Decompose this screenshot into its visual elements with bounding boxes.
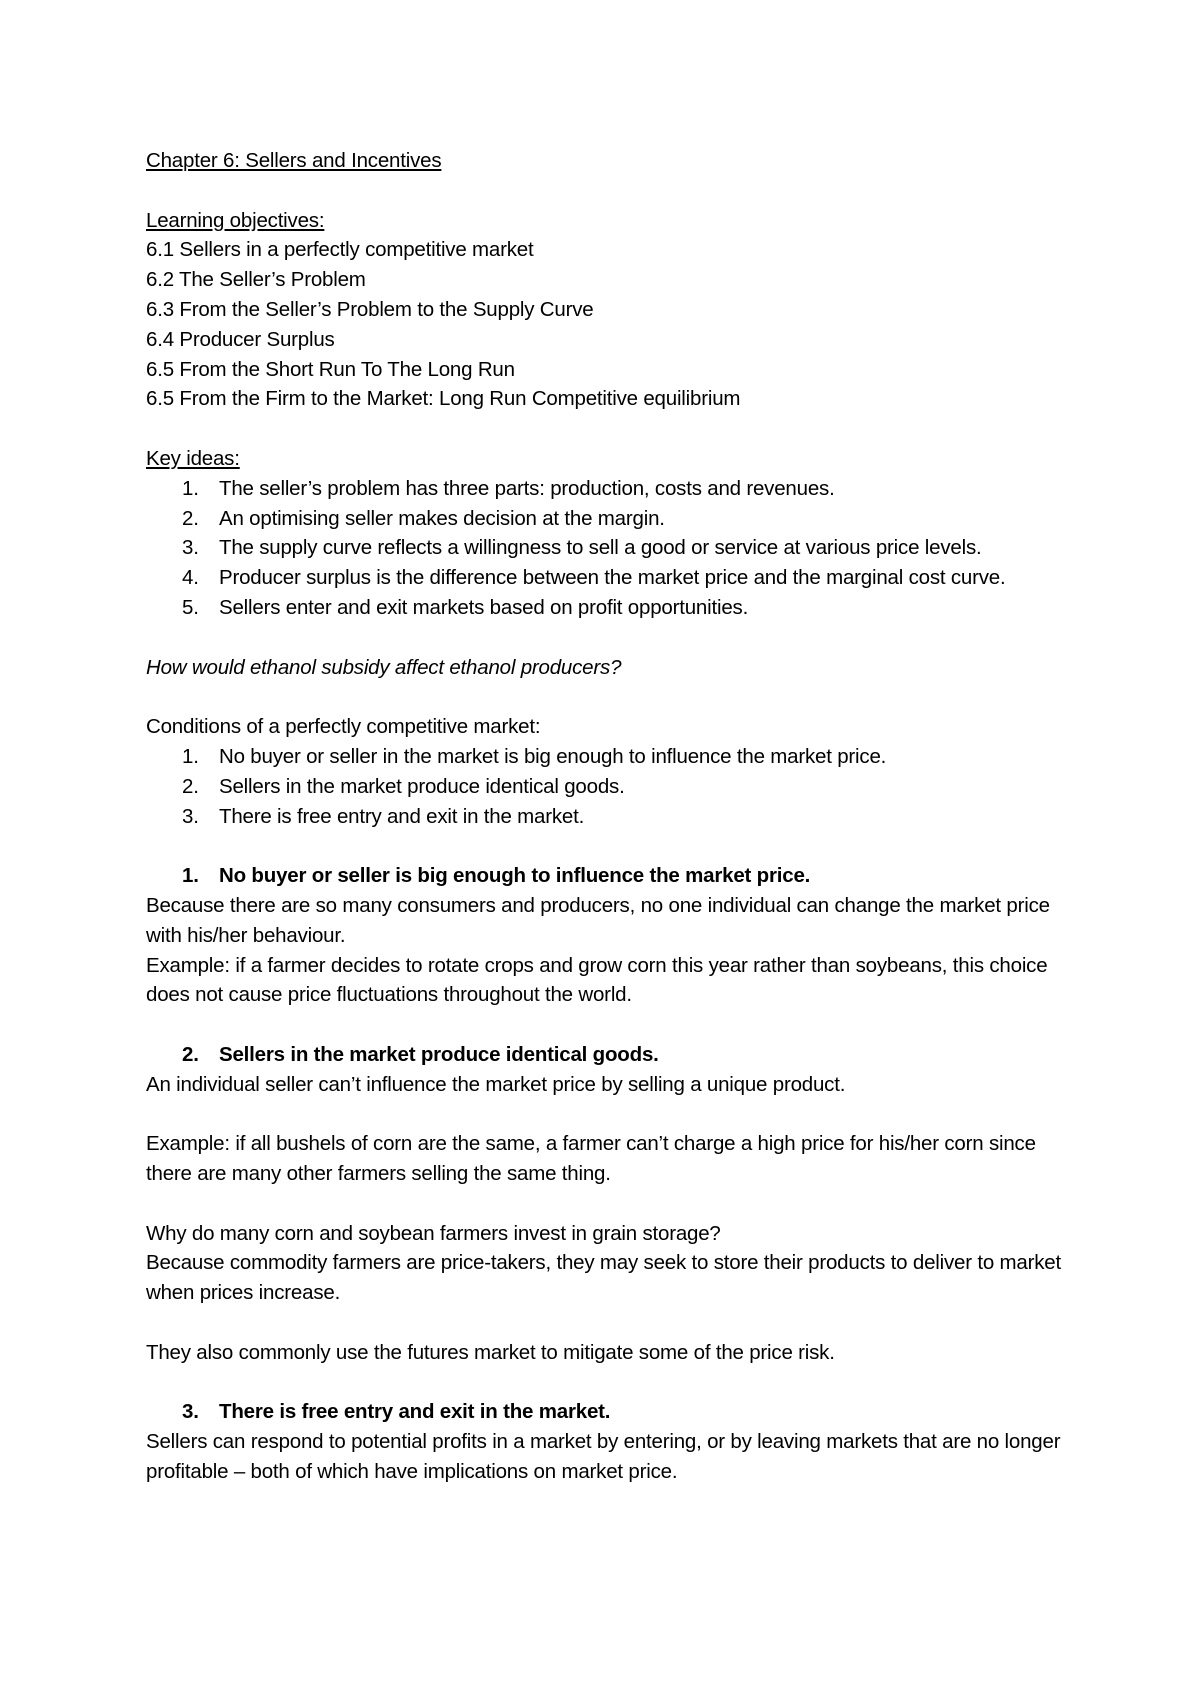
condition-text: No buyer or seller in the market is big enough to influence the market price. <box>219 744 887 768</box>
spacer <box>146 1100 1076 1130</box>
condition-text: Sellers in the market produce identical goods. <box>219 774 625 798</box>
list-number: 3. <box>182 804 199 828</box>
section-2-paragraph: An individual seller can’t influence the market price by selling a unique product. <box>146 1072 846 1096</box>
key-idea-item <box>146 533 1076 563</box>
list-number: 2. <box>182 1042 199 1066</box>
futures-market-paragraph: They also commonly use the futures market to mitigate some of the price risk. <box>146 1340 835 1364</box>
conditions-intro: Conditions of a perfectly competitive market: <box>146 715 541 739</box>
section-3-heading <box>146 1397 1076 1427</box>
grain-storage-answer: Because commodity farmers are price-takers, they may seek to store their products to deliver to market when prices increase. <box>146 1251 1061 1305</box>
section-heading-text: No buyer or seller is big enough to influence the market price. <box>219 864 811 888</box>
section-heading-text: Sellers in the market produce identical goods. <box>219 1042 659 1066</box>
list-number: 4. <box>182 566 199 590</box>
spacer <box>146 414 1076 444</box>
condition-text: There is free entry and exit in the market. <box>219 804 585 828</box>
section-1-example: Example: if a farmer decides to rotate crops and grow corn this year rather than soybeans, this choice does not cause price fluctuations throughout the world. <box>146 953 1048 1007</box>
list-number: 1. <box>182 864 199 888</box>
key-idea-text: The supply curve reflects a willingness to sell a good or service at various price levels. <box>219 536 982 560</box>
section-3-paragraph: Sellers can respond to potential profits in a market by entering, or by leaving markets that are no longer profitable – both of which have implications on market price. <box>146 1430 1061 1484</box>
condition-item <box>146 802 1076 832</box>
learning-objective-item: 6.3 From the Seller’s Problem to the Supply Curve <box>146 297 594 321</box>
learning-objective-item: 6.1 Sellers in a perfectly competitive market <box>146 238 534 262</box>
learning-objective-item: 6.5 From the Short Run To The Long Run <box>146 357 515 381</box>
key-idea-text: The seller’s problem has three parts: production, costs and revenues. <box>219 476 835 500</box>
key-ideas-heading: Key ideas: <box>146 446 240 470</box>
list-number: 3. <box>182 536 199 560</box>
list-number: 2. <box>182 506 199 530</box>
chapter-title: Chapter 6: Sellers and Incentives <box>146 149 442 172</box>
spacer <box>146 176 1076 206</box>
key-idea-item <box>146 563 1076 593</box>
section-1-paragraph: Because there are so many consumers and producers, no one individual can change the market price with his/her behaviour. <box>146 893 1050 947</box>
key-idea-text: Sellers enter and exit markets based on profit opportunities. <box>219 595 749 619</box>
spacer <box>146 1189 1076 1219</box>
condition-item <box>146 772 1076 802</box>
list-number: 3. <box>182 1400 199 1424</box>
spacer <box>146 1368 1076 1398</box>
learning-objective-item: 6.4 Producer Surplus <box>146 327 335 351</box>
section-1-heading <box>146 861 1076 891</box>
spacer <box>146 1010 1076 1040</box>
grain-storage-question: Why do many corn and soybean farmers invest in grain storage? <box>146 1221 721 1245</box>
document-body <box>146 146 1076 1487</box>
list-number: 5. <box>182 595 199 619</box>
spacer <box>146 623 1076 653</box>
key-idea-text: Producer surplus is the difference between the market price and the marginal cost curve. <box>219 566 1006 590</box>
spacer <box>146 682 1076 712</box>
key-idea-item <box>146 504 1076 534</box>
key-idea-item <box>146 593 1076 623</box>
ethanol-question: How would ethanol subsidy affect ethanol producers? <box>146 655 622 679</box>
key-idea-text: An optimising seller makes decision at the margin. <box>219 506 665 530</box>
key-idea-item <box>146 474 1076 504</box>
learning-objective-item: 6.2 The Seller’s Problem <box>146 268 366 292</box>
section-heading-text: There is free entry and exit in the market. <box>219 1400 611 1424</box>
list-number: 1. <box>182 744 199 768</box>
learning-objective-item: 6.5 From the Firm to the Market: Long Run Competitive equilibrium <box>146 387 741 411</box>
condition-item <box>146 742 1076 772</box>
spacer <box>146 831 1076 861</box>
list-number: 1. <box>182 476 199 500</box>
section-2-example: Example: if all bushels of corn are the same, a farmer can’t charge a high price for his/her corn since there are many other farmers selling the same thing. <box>146 1132 1036 1186</box>
learning-objectives-heading: Learning objectives: <box>146 208 325 232</box>
spacer <box>146 1308 1076 1338</box>
section-2-heading <box>146 1040 1076 1070</box>
list-number: 2. <box>182 774 199 798</box>
